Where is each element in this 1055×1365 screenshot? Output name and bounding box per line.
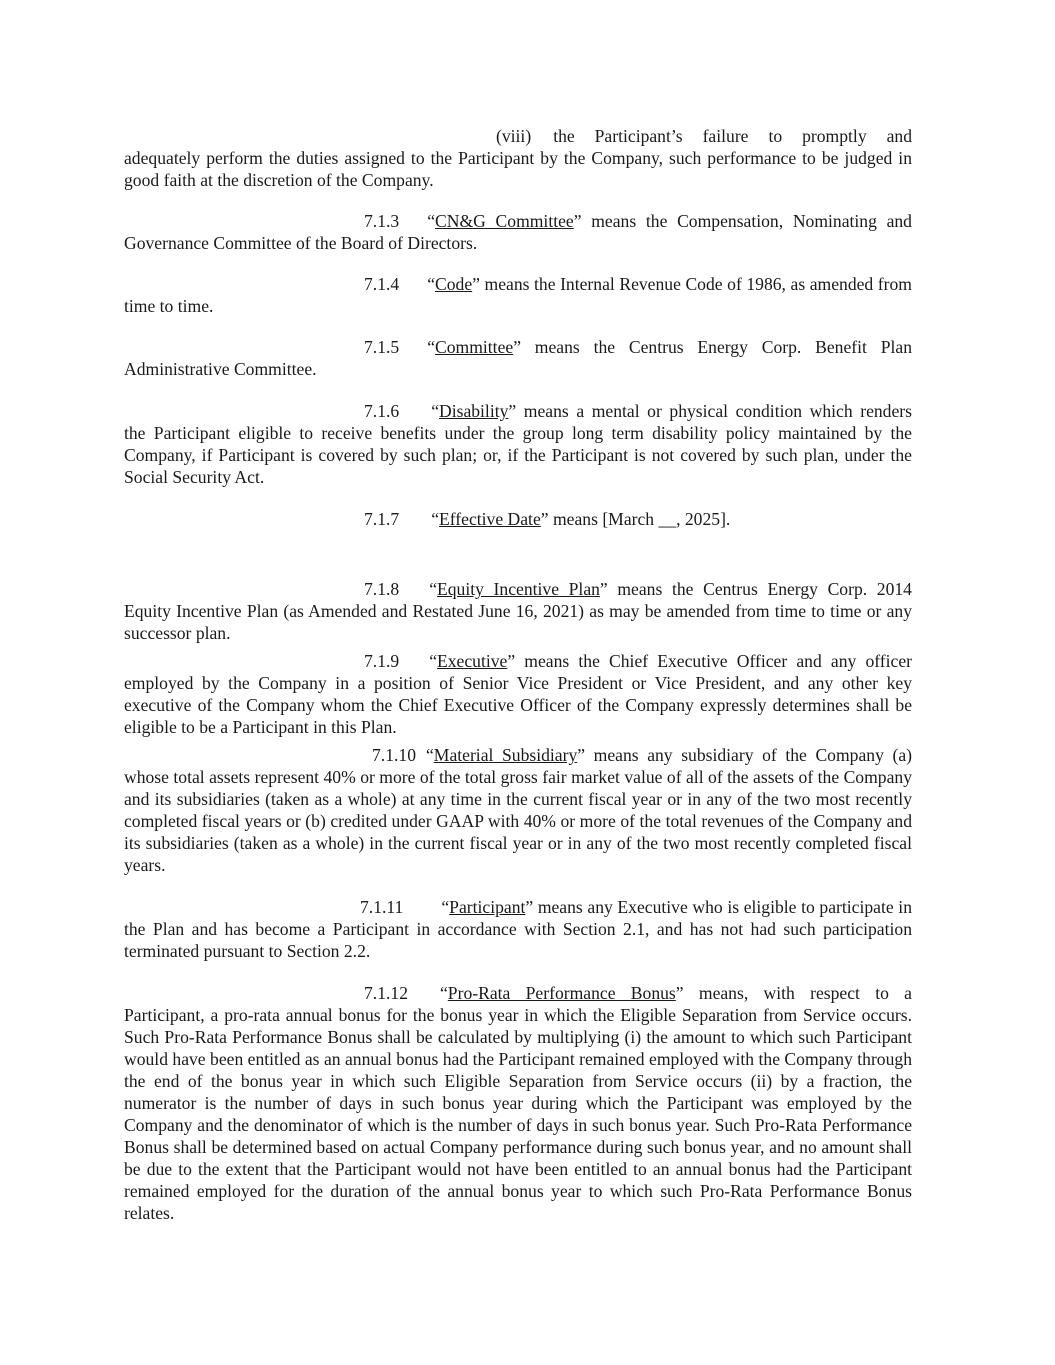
definition-text: ” means the Centrus Energy Corp. Benefit Plan Administrative Committee. <box>124 337 912 379</box>
open-quote: “ <box>427 211 435 231</box>
definition-text: ” means the Compensation, Nominating and Governance Committee of the Board of Directors. <box>124 211 912 253</box>
definition-text: ” means, with respect to a Participant, a pro-rata annual bonus for the bonus year in which the Eligible Separation from Service occurs. Such Pro-Rata Performance Bonus shall be calculated by multiplying (i) the amount to which such Participant would have been entitled as an annual bonus had the Participant remained employed with the Company through the end of the bonus year in which such Eligible Separation from Service occurs (ii) by a fraction, the numerator is the number of days in such bonus year during which the Participant was employed by the Company and the denominator of which is the number of days in such bonus year. Such Pro-Rata Performance Bonus shall be determined based on actual Company performance during such bonus year, and no amount shall be due to the extent that the Participant would not have been entitled to an annual bonus had the Participant remained employed for the duration of the annual bonus year to which such Pro-Rata Performance Bonus relates. <box>124 983 912 1223</box>
open-quote: “ <box>441 897 450 917</box>
definition-text: ” means the Centrus Energy Corp. 2014 Equity Incentive Plan (as Amended and Restated June 16, 2021) as may be amended from time to time or any successor plan. <box>124 579 912 643</box>
paragraph-7.1.8 <box>124 578 912 644</box>
section-number: 7.1.8 <box>364 579 400 599</box>
defined-term: Participant <box>449 897 526 917</box>
open-quote: “ <box>429 651 437 671</box>
paragraph-7.1.9 <box>124 650 912 738</box>
section-number: 7.1.3 <box>364 211 400 231</box>
open-quote: “ <box>439 983 448 1003</box>
defined-term: Equity Incentive Plan <box>437 579 600 599</box>
paragraph-7.1.7 <box>124 508 912 530</box>
paragraph-7.1.12 <box>124 982 912 1224</box>
paragraph-7.1.3 <box>124 210 912 254</box>
section-number: 7.1.7 <box>364 509 400 529</box>
paragraph-7.1.5 <box>124 336 912 380</box>
section-number: 7.1.11 <box>360 897 404 917</box>
section-number: 7.1.10 <box>372 745 416 765</box>
definition-text: ” means [March __, 2025]. <box>540 509 731 529</box>
paragraph-7.1.6 <box>124 400 912 488</box>
section-number: 7.1.6 <box>364 401 400 421</box>
open-quote: “ <box>431 401 439 421</box>
definition-text: ” means a mental or physical condition which renders the Participant eligible to receive benefits under the group long term disability policy maintained by the Company, if Participant is covered by such plan; or, if the Participant is not covered by such plan, under the Social Security Act. <box>124 401 912 487</box>
open-quote: “ <box>425 745 434 765</box>
section-number: 7.1.5 <box>364 337 400 357</box>
defined-term: Committee <box>435 337 514 357</box>
defined-term: Material Subsidiary <box>433 745 578 765</box>
open-quote: “ <box>431 509 439 529</box>
open-quote: “ <box>427 274 435 294</box>
definition-text: ” means any subsidiary of the Company (a) whose total assets represent 40% or more of the total gross fair market value of all of the assets of the Company and its subsidiaries (taken as a whole) at any time in the current fiscal year or in any of the two most recently completed fiscal years or (b) credited under GAAP with 40% or more of the total revenues of the Company and its subsidiaries (taken as a whole) in the current fiscal year or in any of the two most recently completed fiscal years. <box>124 745 912 875</box>
section-number: 7.1.4 <box>364 274 400 294</box>
definition-text: ” means the Internal Revenue Code of 1986, as amended from time to time. <box>124 274 912 316</box>
open-quote: “ <box>429 579 437 599</box>
defined-term: Disability <box>439 401 509 421</box>
defined-term: Pro-Rata Performance Bonus <box>447 983 676 1003</box>
definition-text: ” means the Chief Executive Officer and any officer employed by the Company in a position of Senior Vice President or Vice President, and any other key executive of the Company whom the Chief Executive Officer of the Company expressly determines shall be eligible to be a Participant in this Plan. <box>124 651 912 737</box>
section-number: 7.1.12 <box>364 983 408 1003</box>
open-quote: “ <box>427 337 435 357</box>
defined-term: CN&G Committee <box>435 211 574 231</box>
paragraph-7.1.10 <box>124 744 912 876</box>
paragraph-7.1.11 <box>124 896 912 962</box>
defined-term: Effective Date <box>439 509 541 529</box>
section-number: 7.1.9 <box>364 651 400 671</box>
paragraph-7.1.4 <box>124 273 912 317</box>
definition-text: the Participant’s failure to promptly and adequately perform the duties assigned to the Participant by the Company, such performance to be judged in good faith at the discretion of the Company. <box>124 126 912 190</box>
defined-term: Code <box>435 274 473 294</box>
section-number: (viii) <box>496 126 532 146</box>
definition-text: ” means any Executive who is eligible to participate in the Plan and has become a Participant in accordance with Section 2.1, and has not had such participation terminated pursuant to Section 2.2. <box>124 897 912 961</box>
paragraph-viii <box>124 125 912 191</box>
defined-term: Executive <box>437 651 508 671</box>
